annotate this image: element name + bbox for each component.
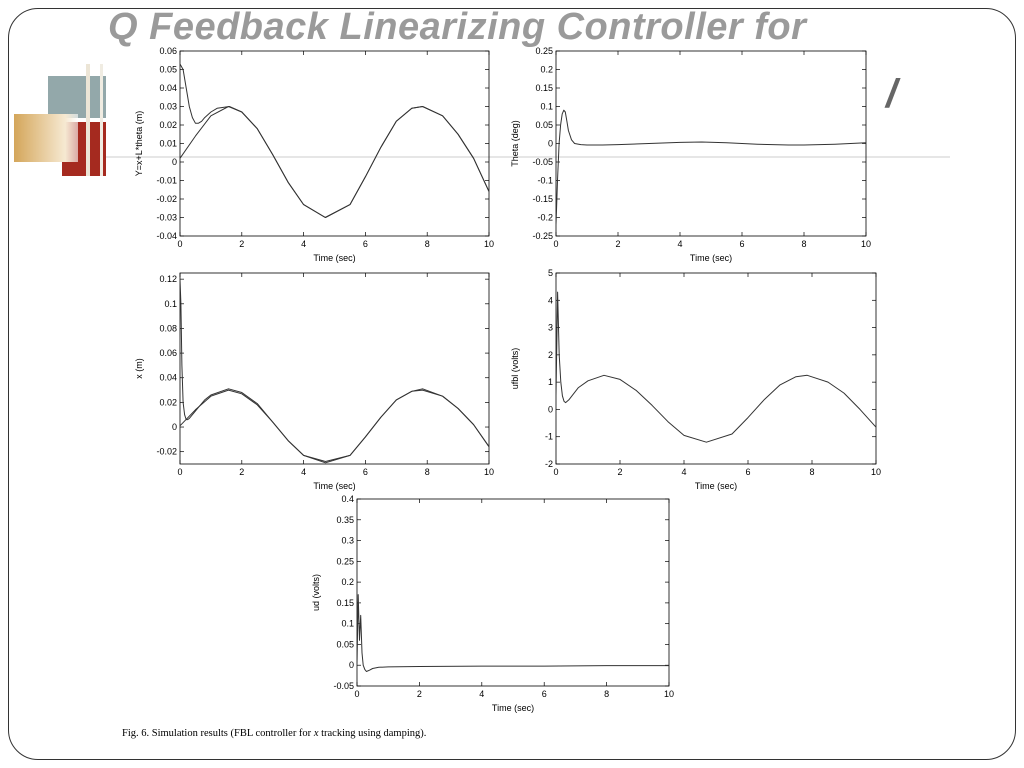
figure-caption (122, 728, 426, 739)
x-tick-label: 8 (424, 467, 430, 477)
x-tick-label: 0 (354, 689, 360, 699)
y-tick-label: 0.2 (341, 577, 354, 588)
y-tick-label: 0 (171, 422, 177, 433)
caption-prefix: Fig. 6. Simulation results (FBL controller for (122, 728, 314, 739)
y-tick-label: 3 (547, 322, 553, 333)
y-axis-label: x (m) (134, 358, 144, 379)
y-tick-label: -0.15 (532, 194, 553, 204)
y-tick-label: 1 (547, 377, 553, 388)
series-line-2 (180, 107, 489, 218)
slide-title-tail: / (886, 72, 898, 116)
plot-frame-2 (556, 51, 866, 236)
plot-frame-4 (556, 273, 876, 464)
y-tick-label: -0.2 (537, 212, 553, 223)
series-line-1 (357, 595, 669, 672)
x-tick-label: 8 (424, 239, 430, 249)
x-tick-label: 10 (483, 239, 495, 249)
x-tick-label: 4 (301, 239, 307, 249)
y-tick-label: 0.05 (336, 639, 354, 650)
x-tick-label: 0 (177, 239, 183, 249)
x-axis-label: Time (sec) (694, 481, 738, 491)
plot-frame-5 (357, 499, 669, 686)
x-tick-label: 4 (479, 689, 485, 699)
y-axis-label: Y=x+L*theta (m) (134, 110, 144, 177)
y-tick-label: -0.05 (333, 681, 354, 691)
y-tick-label: 0 (547, 138, 553, 149)
x-tick-label: 2 (239, 467, 245, 477)
y-tick-label: -0.02 (156, 194, 177, 204)
y-tick-label: 0.15 (336, 597, 354, 608)
x-tick-label: 8 (604, 689, 610, 699)
y-tick-label: 0 (348, 660, 354, 671)
y-axis-label: ufbl (volts) (510, 347, 520, 390)
x-tick-label: 2 (416, 689, 422, 699)
y-tick-label: -0.02 (156, 446, 177, 457)
x-tick-label: 4 (681, 467, 687, 477)
x-tick-label: 10 (860, 239, 872, 249)
y-tick-label: 0.25 (336, 556, 354, 567)
y-tick-label: -0.1 (537, 175, 553, 186)
y-tick-label: 0.04 (159, 372, 177, 383)
caption-variable: x (313, 728, 319, 739)
y-tick-label: 0.06 (159, 46, 177, 56)
y-tick-label: 0.04 (159, 83, 177, 93)
x-axis-label: Time (sec) (689, 253, 733, 263)
x-tick-label: 6 (541, 689, 547, 699)
x-axis-label: Time (sec) (491, 703, 535, 713)
x-tick-label: 2 (615, 239, 621, 249)
y-tick-label: 0.1 (540, 101, 553, 112)
y-tick-label: -0.05 (532, 157, 553, 167)
y-tick-label: 0.02 (159, 120, 177, 130)
y-tick-label: 2 (547, 349, 553, 360)
y-tick-label: 0.06 (159, 348, 177, 359)
x-tick-label: 0 (177, 467, 183, 477)
y-axis-label: Theta (deg) (510, 120, 520, 167)
series-line-1 (556, 292, 876, 442)
x-tick-label: 8 (809, 467, 815, 477)
y-tick-label: 0.01 (159, 138, 177, 149)
y-tick-label: 0.05 (535, 120, 553, 130)
x-tick-label: 10 (483, 467, 495, 477)
y-tick-label: 0 (171, 157, 177, 167)
plot-frame-3 (180, 273, 489, 464)
series-line-2 (180, 390, 489, 463)
series-line-1 (180, 279, 489, 461)
y-tick-label: -0.04 (156, 231, 177, 241)
y-tick-label: 5 (547, 268, 553, 278)
y-tick-label: 0.3 (341, 535, 354, 546)
x-tick-label: 10 (870, 467, 882, 477)
y-tick-label: -0.25 (532, 231, 553, 241)
x-axis-label: Time (sec) (313, 253, 356, 263)
y-tick-label: 0.4 (341, 494, 354, 504)
x-tick-label: 6 (362, 467, 368, 477)
y-tick-label: 0.03 (159, 101, 177, 112)
x-tick-label: 6 (362, 239, 368, 249)
y-tick-label: 0.25 (535, 46, 553, 56)
y-tick-label: 0.1 (164, 298, 177, 309)
y-tick-label: 0.02 (159, 397, 177, 408)
y-tick-label: 0.12 (159, 274, 177, 285)
y-tick-label: 0.08 (159, 323, 177, 334)
x-tick-label: 6 (739, 239, 745, 249)
x-tick-label: 2 (239, 239, 245, 249)
caption-suffix: tracking using damping). (318, 728, 427, 739)
slide-title-fragment: Q Feedback Linearizing Controller for (108, 6, 807, 48)
x-tick-label: 6 (745, 467, 751, 477)
x-tick-label: 4 (301, 467, 307, 477)
y-tick-label: -2 (544, 459, 553, 469)
y-tick-label: 0.15 (535, 83, 553, 93)
y-axis-label: ud (volts) (311, 573, 321, 612)
x-tick-label: 8 (801, 239, 807, 249)
y-tick-label: 0.2 (540, 64, 553, 75)
y-tick-label: 0.05 (159, 64, 177, 75)
y-tick-label: 0.1 (341, 618, 354, 629)
x-tick-label: 0 (553, 239, 559, 249)
y-tick-label: 4 (547, 295, 553, 306)
y-tick-label: -0.01 (156, 175, 177, 186)
x-tick-label: 10 (663, 689, 675, 699)
series-line-1 (556, 110, 866, 225)
y-tick-label: 0 (547, 404, 553, 415)
y-tick-label: -0.03 (156, 212, 177, 223)
x-tick-label: 4 (677, 239, 683, 249)
y-tick-label: 0.35 (336, 514, 354, 525)
y-tick-label: -1 (544, 431, 553, 442)
x-tick-label: 0 (553, 467, 559, 477)
x-tick-label: 2 (617, 467, 623, 477)
x-axis-label: Time (sec) (313, 481, 356, 491)
series-line-1 (180, 64, 489, 218)
plot-frame-1 (180, 51, 489, 236)
